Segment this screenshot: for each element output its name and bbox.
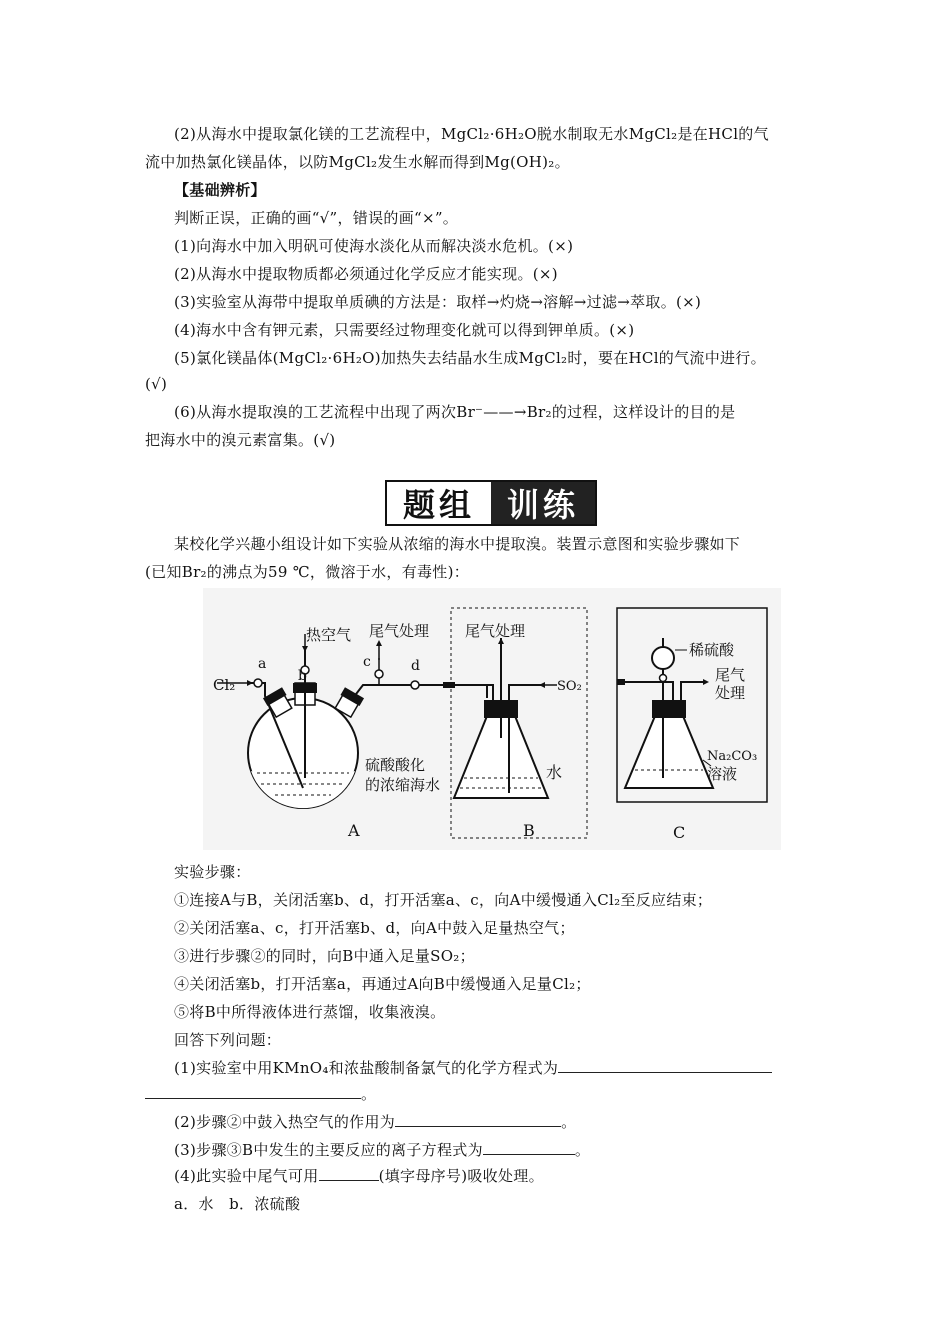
step-item: ⑤将B中所得液体进行蒸馏，收集液溴。 xyxy=(174,1003,446,1021)
basics-item: (4)海水中含有钾元素，只需要经过物理变化就可以得到钾单质。(×) xyxy=(174,321,635,339)
label-a: a xyxy=(258,656,267,672)
valve-d xyxy=(411,681,419,689)
label-so2: SO₂ xyxy=(557,679,582,694)
basics-item: (5)氯化镁晶体(MgCl₂·6H₂O)加热失去结晶水生成MgCl₂时，要在HCl的气流中进行。 xyxy=(174,349,766,367)
step-item: ③进行步骤②的同时，向B中通入足量SO₂； xyxy=(174,947,475,965)
questions-heading: 回答下列问题： xyxy=(174,1031,282,1049)
label-tail-c2: 处理 xyxy=(715,684,746,702)
label-water: 水 xyxy=(546,763,563,782)
label-tail-gas-b: 尾气处理 xyxy=(465,622,526,640)
c-inlet-connector xyxy=(617,679,625,685)
basics-instruction: 判断正误，正确的画“√”，错误的画“×”。 xyxy=(174,209,459,227)
question-2-end: 。 xyxy=(561,1113,577,1131)
question-4-pre: (4)此实验中尾气可用 xyxy=(174,1167,319,1185)
banner-right: 训练 xyxy=(491,482,595,524)
valve-a xyxy=(254,679,262,687)
banner-left: 题组 xyxy=(387,482,491,524)
question-1-cont xyxy=(145,1084,376,1104)
question-4-post: (填字母序号)吸收处理。 xyxy=(378,1167,544,1185)
label-seawater-2: 的浓缩海水 xyxy=(365,776,441,794)
intro-p2-line1: (2)从海水中提取氯化镁的工艺流程中，MgCl₂·6H₂O脱水制取无水MgCl₂是在HCl的气 xyxy=(174,125,769,143)
label-cl2: Cl₂ xyxy=(213,676,236,694)
caption-c: C xyxy=(673,823,686,842)
question-2-text: (2)步骤②中鼓入热空气的作用为 xyxy=(174,1113,396,1131)
basics-heading: 【基础辨析】 xyxy=(174,181,266,199)
intro-p2-line2: 流中加热氯化镁晶体，以防MgCl₂发生水解而得到Mg(OH)₂。 xyxy=(145,153,570,171)
question-4 xyxy=(174,1166,544,1186)
label-c: c xyxy=(363,654,371,670)
label-tail-gas-a: 尾气处理 xyxy=(369,622,430,640)
basics-item: (2)从海水中提取物质都必须通过化学反应才能实现。(×) xyxy=(174,265,558,283)
step-item: ②关闭活塞a、c，打开活塞b、d，向A中鼓入足量热空气； xyxy=(174,919,575,937)
problem-stem-line1: 某校化学兴趣小组设计如下实验从浓缩的海水中提取溴。装置示意图和实验步骤如下 xyxy=(174,535,741,553)
problem-stem-line2: (已知Br₂的沸点为59 ℃，微溶于水，有毒性)： xyxy=(145,563,470,581)
caption-a: A xyxy=(348,821,360,840)
steps-heading: 实验步骤： xyxy=(174,863,251,881)
label-hot-air: 热空气 xyxy=(306,626,352,644)
question-1-end: 。 xyxy=(361,1085,377,1103)
apparatus-diagram xyxy=(203,588,781,850)
question-4-options: a．水 b．浓硫酸 xyxy=(174,1195,301,1213)
label-b: b xyxy=(298,668,307,684)
question-3-text: (3)步骤③B中发生的主要反应的离子方程式为 xyxy=(174,1141,483,1159)
label-seawater-1: 硫酸酸化 xyxy=(365,756,426,774)
answer-blank-1a[interactable] xyxy=(558,1058,772,1073)
caption-b: B xyxy=(523,821,535,840)
step-item: ①连接A与B，关闭活塞b、d，打开活塞a、c，向A中缓慢通入Cl₂至反应结束； xyxy=(174,891,713,909)
question-1-text: (1)实验室中用KMnO₄和浓盐酸制备氯气的化学方程式为 xyxy=(174,1059,559,1077)
label-dilute-acid: 稀硫酸 xyxy=(689,641,735,659)
valve-c xyxy=(375,670,383,678)
question-1 xyxy=(174,1058,772,1078)
basics-item: 把海水中的溴元素富集。(√) xyxy=(145,431,336,449)
question-3 xyxy=(174,1140,590,1160)
answer-blank-2[interactable] xyxy=(395,1112,561,1127)
answer-blank-1b[interactable] xyxy=(145,1084,361,1099)
answer-blank-4[interactable] xyxy=(319,1166,379,1181)
answer-blank-3[interactable] xyxy=(483,1140,575,1155)
tube-connector xyxy=(443,682,455,688)
dropping-funnel xyxy=(652,647,674,669)
basics-item: (1)向海水中加入明矾可使海水淡化从而解决淡水危机。(×) xyxy=(174,237,574,255)
funnel-valve xyxy=(660,675,667,682)
basics-item: (√) xyxy=(145,375,168,393)
label-d: d xyxy=(411,658,420,674)
question-3-end: 。 xyxy=(574,1141,591,1159)
label-tail-c1: 尾气 xyxy=(715,666,746,684)
section-banner xyxy=(385,480,597,526)
basics-item: (6)从海水提取溴的工艺流程中出现了两次Br⁻——→Br₂的过程，这样设计的目的是 xyxy=(174,403,736,421)
question-2 xyxy=(174,1112,576,1132)
basics-item: (3)实验室从海带中提取单质碘的方法是：取样→灼烧→溶解→过滤→萃取。(×) xyxy=(174,293,702,311)
label-na2co3-2: 溶液 xyxy=(707,765,738,783)
label-na2co3-1: Na₂CO₃ xyxy=(707,749,758,764)
step-item: ④关闭活塞b，打开活塞a，再通过A向B中缓慢通入足量Cl₂； xyxy=(174,975,591,993)
